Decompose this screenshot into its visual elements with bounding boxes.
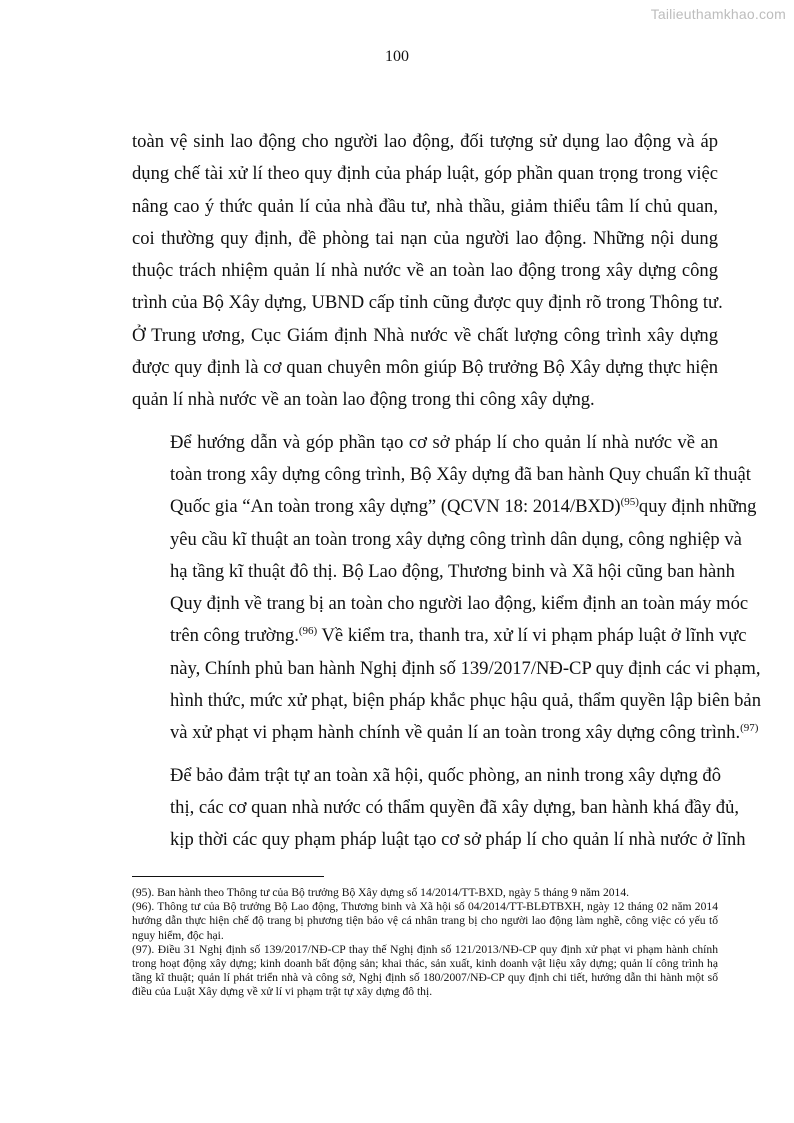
text-fragment: quy định những xyxy=(638,496,757,518)
text-line: toàn trong xây dựng công trình, Bộ Xây dựng đã ban hành Quy chuẩn kĩ thuật xyxy=(170,463,751,485)
text-line: Quy định về trang bị an toàn cho người lao động, kiểm định an toàn máy móc xyxy=(170,593,749,615)
text-line: trình của Bộ Xây dựng, UBND cấp tỉnh cũng được quy định rõ trong Thông tư. xyxy=(132,292,723,314)
page-number: 100 xyxy=(385,48,409,65)
text-line: Để bảo đảm trật tự an toàn xã hội, quốc phòng, an ninh trong xây dựng đô xyxy=(170,764,721,786)
footnote-ref-96[interactable]: (96) xyxy=(298,625,318,638)
footnote-95: (95). Ban hành theo Thông tư của Bộ trưởng Bộ Xây dựng số 14/2014/TT-BXD, ngày 5 tháng 9 năm 2014. xyxy=(132,886,630,899)
text-line: dụng chế tài xử lí theo quy định của pháp luật, góp phần quan trọng trong việc xyxy=(132,163,718,185)
paragraph-3 xyxy=(132,760,746,857)
footnote-97: (97). Điều 31 Nghị định số 139/2017/NĐ-CP thay thế Nghị định số 121/2013/NĐ-CP quy định xử phạt vi phạm hành chính trong hoạt động xây dựng; kinh doanh bất động sản; khai thác, sản xuất, kinh doanh vật liệu xây dựng; quản lí công trình hạ tầng kĩ thuật; quản lí phát triển nhà và công sở, Nghị định số 180/2007/NĐ-CP quy định chi tiết, hướng dẫn thi hành một số điều của Luật Xây dựng về xử lí vi phạm trật tự xây dựng đô thị. xyxy=(132,942,718,999)
paragraph-1 xyxy=(132,126,723,417)
footnotes xyxy=(132,886,718,1000)
text-fragment: Quốc gia “An toàn trong xây dựng” (QCVN 18: 2014/BXD) xyxy=(170,496,621,518)
text-fragment: và xử phạt vi phạm hành chính về quản lí an toàn trong xây dựng công trình. xyxy=(170,722,741,744)
text-line: thuộc trách nhiệm quản lí nhà nước về an toàn lao động trong xây dựng công xyxy=(132,260,718,282)
text-line: hạ tầng kĩ thuật đô thị. Bộ Lao động, Thương binh và Xã hội cũng ban hành xyxy=(170,560,735,582)
footnote-divider xyxy=(132,876,324,877)
paragraph-2 xyxy=(132,427,761,750)
footnote-ref-97[interactable]: (97) xyxy=(740,722,759,735)
text-line: Để hướng dẫn và góp phần tạo cơ sở pháp lí cho quản lí nhà nước về an xyxy=(170,431,718,453)
footnote-ref-95[interactable]: (95) xyxy=(620,496,639,509)
text-line xyxy=(132,717,759,749)
body-text xyxy=(132,126,761,867)
text-line: nâng cao ý thức quản lí của nhà đầu tư, nhà thầu, giảm thiểu tâm lí chủ quan, xyxy=(132,195,718,217)
text-line: được quy định là cơ quan chuyên môn giúp Bộ trưởng Bộ Xây dựng thực hiện xyxy=(132,357,718,379)
text-fragment: Về kiểm tra, thanh tra, xử lí vi phạm pháp luật ở lĩnh vực xyxy=(321,625,747,647)
text-line: coi thường quy định, đề phòng tai nạn của người lao động. Những nội dung xyxy=(132,227,718,249)
watermark: Tailieuthamkhao.com xyxy=(650,6,786,22)
text-line: này, Chính phủ ban hành Nghị định số 139/2017/NĐ-CP quy định các vi phạm, xyxy=(170,657,761,679)
text-line: toàn vệ sinh lao động cho người lao động, đối tượng sử dụng lao động và áp xyxy=(132,131,718,152)
text-line: kịp thời các quy phạm pháp luật tạo cơ sở pháp lí cho quản lí nhà nước ở lĩnh xyxy=(170,829,746,851)
text-line: quản lí nhà nước về an toàn lao động trong thi công xây dựng. xyxy=(132,389,595,411)
text-line xyxy=(132,491,757,523)
text-line xyxy=(132,620,747,652)
text-fragment: trên công trường. xyxy=(170,625,299,647)
text-line: thị, các cơ quan nhà nước có thẩm quyền đã xây dựng, ban hành khá đầy đủ, xyxy=(170,796,740,818)
footnote-96: (96). Thông tư của Bộ trưởng Bộ Lao động, Thương binh và Xã hội số 04/2014/TT-BLĐTBXH, ngày 12 tháng 02 năm 2014 hướng dẫn thực hiện chế độ trang bị phương tiện bảo vệ cá nhân trang bị cho người lao động làm nghề, công việc có yếu tố nguy hiểm, độc hại. xyxy=(132,900,718,942)
text-line: Ở Trung ương, Cục Giám định Nhà nước về chất lượng công trình xây dựng xyxy=(132,324,718,346)
text-line: hình thức, mức xử phạt, biện pháp khắc phục hậu quả, thẩm quyền lập biên bản xyxy=(170,690,761,712)
text-line: yêu cầu kĩ thuật an toàn trong xây dựng công trình dân dụng, công nghiệp và xyxy=(170,528,742,550)
